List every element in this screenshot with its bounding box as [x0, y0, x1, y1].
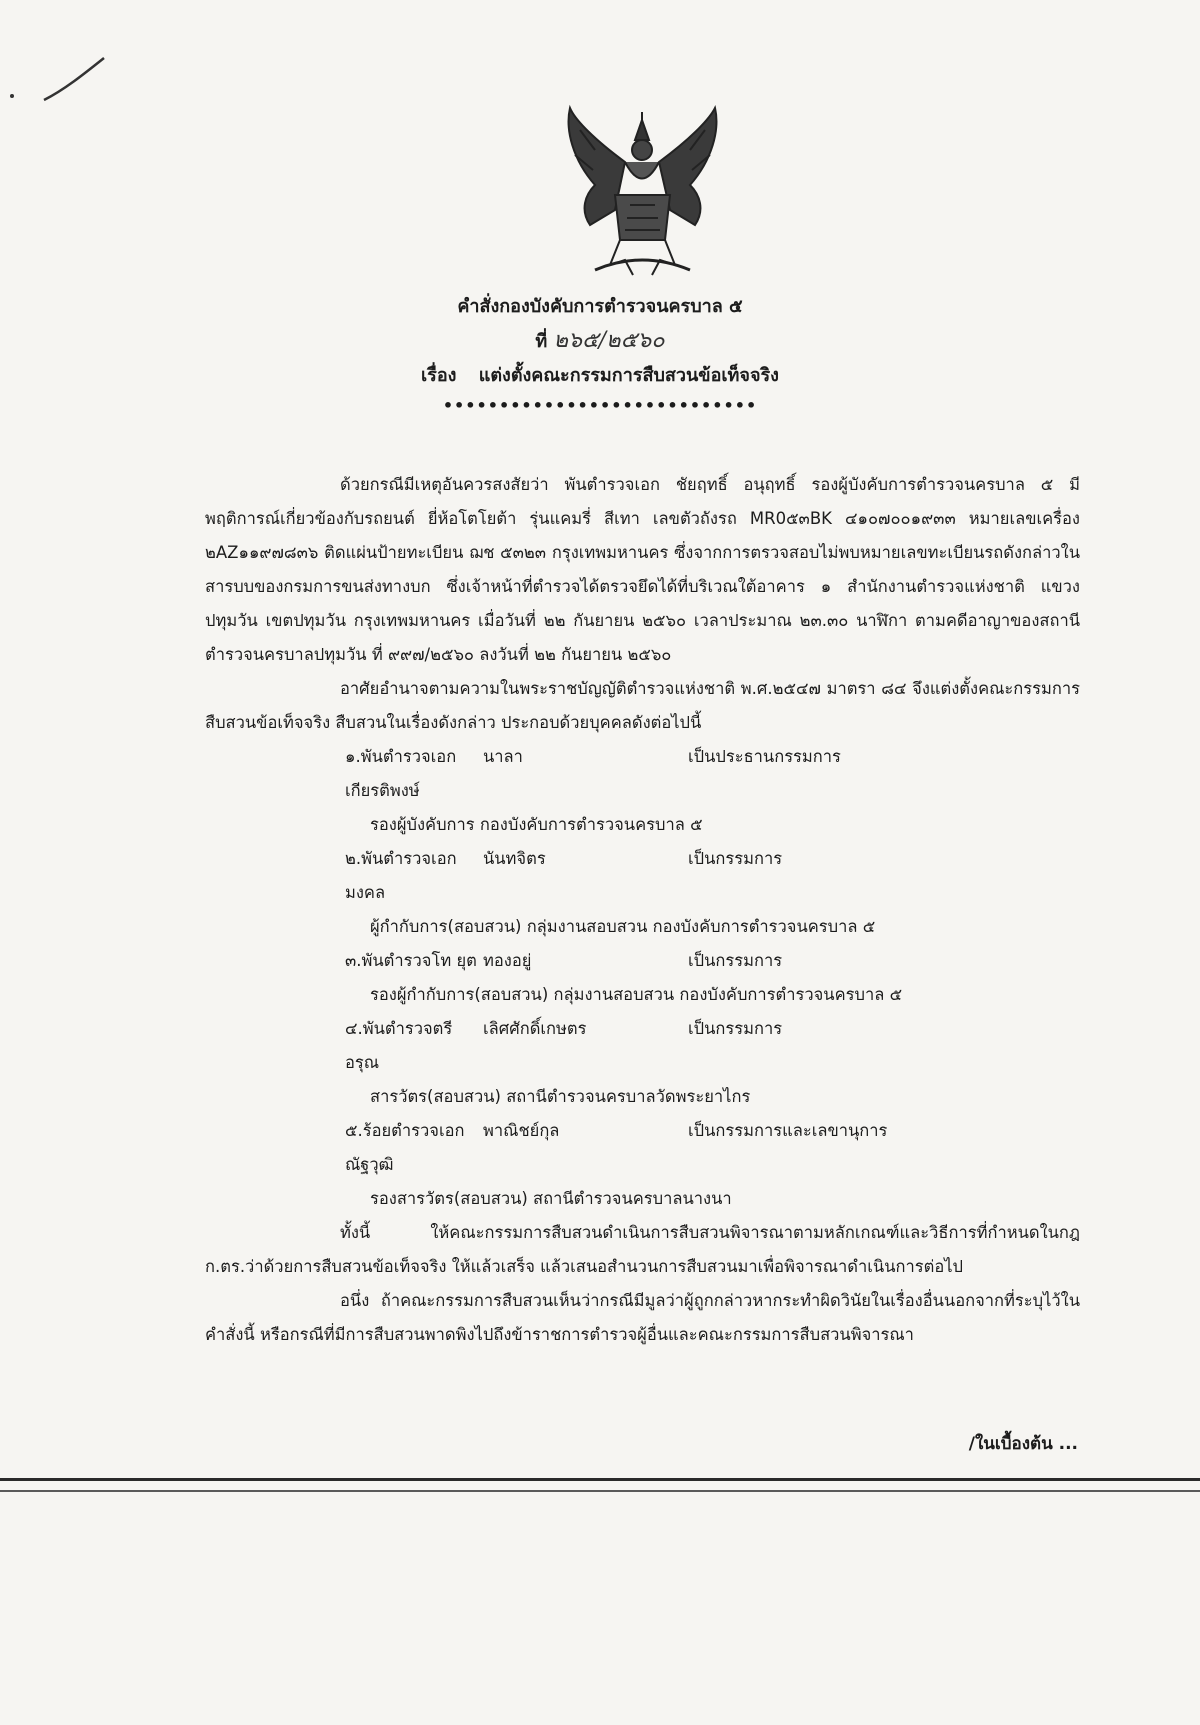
- paragraph-background: ด้วยกรณีมีเหตุอันควรสงสัยว่า พันตำรวจเอก ชัยฤทธิ์ อนุฤทธิ์ รองผู้บังคับการตำรวจนครบาล ๕ มีพฤติการณ์เกี่ยวข้องกับรถยนต์ ยี่ห้อโตโยต้า รุ่นแคมรี่ สีเทา เลขตัวถังรถ MR0๕๓BK ๔๑๐๗๐๐๑๙๓๓ หมายเลขเครื่อง ๒AZ๑๑๙๗๘๓๖ ติดแผ่นป้ายทะเบียน ฌช ๕๓๒๓ กรุงเทพมหานคร ซึ่งจากการตรวจสอบไม่พบหมายเลขทะเบียนรถดังกล่าวในสารบบของกรมการขนส่งทางบก ซึ่งเจ้าหน้าที่ตำรวจได้ตรวจยึดได้ที่บริเวณใต้อาคาร ๑ สำนักงานตำรวจแห่งชาติ แขวงปทุมวัน เขตปทุมวัน กรุงเทพมหานคร เมื่อวันที่ ๒๒ กันยายน ๒๕๖๐ เวลาประมาณ ๒๓.๓๐ นาฬิกา ตามคดีอาญาของสถานีตำรวจนครบาลปทุมวัน ที่ ๙๙๗/๒๕๖๐ ลงวันที่ ๒๒ กันยายน ๒๕๖๐: [205, 475, 1080, 664]
- member-name: ๑.พันตำรวจเอก เกียรติพงษ์: [345, 747, 457, 800]
- list-item: [205, 842, 1080, 944]
- member-name: ๓.พันตำรวจโท ยุต: [345, 951, 477, 970]
- garuda-emblem-icon: [555, 100, 730, 290]
- list-item: [205, 740, 1080, 842]
- member-position: รองสารวัตร(สอบสวน) สถานีตำรวจนครบาลนางนา: [370, 1189, 732, 1208]
- pen-stroke-mark: [4, 52, 114, 112]
- list-item: [205, 944, 1080, 1012]
- member-name: ๕.ร้อยตำรวจเอก ณัฐวุฒิ: [345, 1121, 465, 1174]
- order-subject-row: [300, 359, 900, 393]
- paragraph-authority: อาศัยอำนาจตามความในพระราชบัญญัติตำรวจแห่งชาติ พ.ศ.๒๕๔๗ มาตรา ๘๔ จึงแต่งตั้งคณะกรรมการสืบสวนข้อเท็จจริง สืบสวนในเรื่องดังกล่าว ประกอบด้วยบุคคลดังต่อไปนี้: [205, 679, 1080, 732]
- order-body: [205, 468, 1080, 1352]
- member-surname: นาลา: [483, 747, 523, 766]
- member-name: ๔.พันตำรวจตรี อรุณ: [345, 1019, 453, 1072]
- paragraph-further: อนึ่ง ถ้าคณะกรรมการสืบสวนเห็นว่ากรณีมีมูลว่าผู้ถูกกล่าวหากระทำผิดวินัยในเรื่องอื่นนอกจากที่ระบุไว้ในคำสั่งนี้ หรือกรณีที่มีการสืบสวนพาดพิงไปถึงข้าราชการตำรวจผู้อื่นและคณะกรรมการสืบสวนพิจารณา: [205, 1291, 1080, 1344]
- member-surname: นันทจิตร: [483, 849, 546, 868]
- member-role: เป็นประธานกรรมการ: [688, 747, 841, 766]
- subject-label: เรื่อง: [421, 365, 457, 386]
- member-role: เป็นกรรมการ: [688, 1019, 783, 1038]
- list-item: [205, 1114, 1080, 1216]
- list-item: [205, 1012, 1080, 1114]
- dotted-divider: ••••••••••••••••••••••••••••: [442, 396, 758, 415]
- order-number-prefix: ที่: [535, 331, 548, 352]
- page-bottom-rule-secondary: [0, 1490, 1200, 1492]
- continued-marker: /ในเบื้องต้น ...: [968, 1434, 1078, 1454]
- member-role: เป็นกรรมการ: [688, 951, 783, 970]
- member-role: เป็นกรรมการและเลขานุการ: [688, 1121, 888, 1140]
- member-position: สารวัตร(สอบสวน) สถานีตำรวจนครบาลวัดพระยาไกร: [370, 1087, 751, 1106]
- member-position: รองผู้บังคับการ กองบังคับการตำรวจนครบาล ๕: [370, 815, 703, 834]
- subject-text: แต่งตั้งคณะกรรมการสืบสวนข้อเท็จจริง: [478, 365, 779, 386]
- order-header: [300, 290, 900, 415]
- member-surname: เลิศศักดิ์เกษตร: [483, 1019, 587, 1038]
- member-position: ผู้กำกับการ(สอบสวน) กลุ่มงานสอบสวน กองบังคับการตำรวจนครบาล ๕: [370, 917, 876, 936]
- paragraph-instructions: ทั้งนี้ ให้คณะกรรมการสืบสวนดำเนินการสืบสวนพิจารณาตามหลักเกณฑ์และวิธีการที่กำหนดในกฎ ก.ตร.ว่าด้วยการสืบสวนข้อเท็จจริง ให้แล้วเสร็จ แล้วเสนอสำนวนการสืบสวนมาเพื่อพิจารณาดำเนินการต่อไป: [205, 1223, 1080, 1276]
- order-number-row: [300, 324, 900, 359]
- committee-member-list: [205, 740, 1080, 1216]
- member-surname: ทองอยู่: [483, 951, 532, 970]
- order-number-value: ๒๖๕/๒๕๖๐: [553, 328, 665, 353]
- member-surname: พาณิชย์กุล: [483, 1121, 560, 1140]
- member-position: รองผู้กำกับการ(สอบสวน) กลุ่มงานสอบสวน กองบังคับการตำรวจนครบาล ๕: [370, 985, 903, 1004]
- member-role: เป็นกรรมการ: [688, 849, 783, 868]
- page-bottom-rule: [0, 1478, 1200, 1481]
- order-title: คำสั่งกองบังคับการตำรวจนครบาล ๕: [457, 296, 743, 317]
- member-name: ๒.พันตำรวจเอก มงคล: [345, 849, 457, 902]
